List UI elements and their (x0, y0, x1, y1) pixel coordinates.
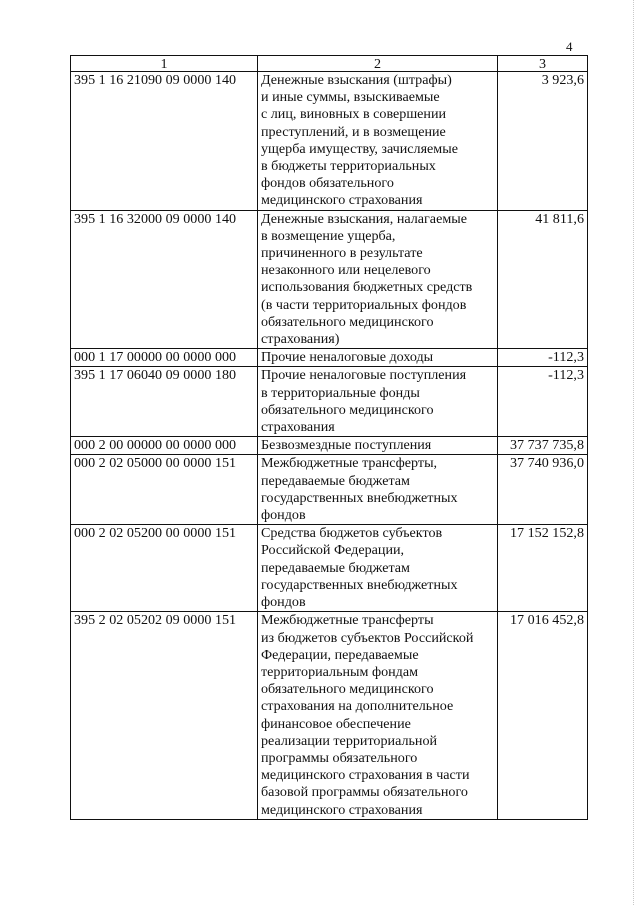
row-description: Безвозмездные поступления (258, 437, 498, 455)
row-code: 395 1 16 32000 09 0000 140 (71, 210, 258, 349)
row-description: Средства бюджетов субъектов Российской Федерации, передаваемые бюджетам государственных внебюджетных фондов (258, 525, 498, 612)
row-amount: -112,3 (498, 349, 588, 367)
budget-revenue-table (70, 55, 588, 820)
row-amount: 3 923,6 (498, 72, 588, 211)
row-description: Прочие неналоговые доходы (258, 349, 498, 367)
scan-edge-line (632, 0, 634, 905)
row-amount: -112,3 (498, 367, 588, 437)
column-header-code: 1 (71, 56, 258, 72)
row-code: 000 2 02 05000 00 0000 151 (71, 455, 258, 525)
table-row (71, 72, 588, 211)
table-row (71, 437, 588, 455)
table-row (71, 349, 588, 367)
table-row (71, 367, 588, 437)
row-amount: 17 016 452,8 (498, 612, 588, 819)
row-description: Прочие неналоговые поступления в территориальные фонды обязательного медицинского страхования (258, 367, 498, 437)
row-code: 395 2 02 05202 09 0000 151 (71, 612, 258, 819)
column-header-amount: 3 (498, 56, 588, 72)
row-code: 000 1 17 00000 00 0000 000 (71, 349, 258, 367)
table-row (71, 612, 588, 819)
row-code: 000 2 02 05200 00 0000 151 (71, 525, 258, 612)
table-header-row (71, 56, 588, 72)
row-description: Межбюджетные трансферты, передаваемые бюджетам государственных внебюджетных фондов (258, 455, 498, 525)
row-amount: 37 737 735,8 (498, 437, 588, 455)
row-code: 395 1 16 21090 09 0000 140 (71, 72, 258, 211)
row-description: Межбюджетные трансферты из бюджетов субъектов Российской Федерации, передаваемые территориальным фондам обязательного медицинского страхования на дополнительное финансовое обеспечение реализации территориальной программы обязательного медицинского страхования в части базовой программы обязательного медицинского страхования (258, 612, 498, 819)
row-code: 395 1 17 06040 09 0000 180 (71, 367, 258, 437)
column-header-description: 2 (258, 56, 498, 72)
row-amount: 17 152 152,8 (498, 525, 588, 612)
row-amount: 37 740 936,0 (498, 455, 588, 525)
table-row (71, 525, 588, 612)
page-number: 4 (566, 39, 573, 54)
table-row (71, 210, 588, 349)
table-row (71, 455, 588, 525)
row-description: Денежные взыскания (штрафы) и иные суммы, взыскиваемые с лиц, виновных в совершении преступлений, и в возмещение ущерба имуществу, зачисляемые в бюджеты территориальных фондов обязательного медицинского страхования (258, 72, 498, 211)
row-code: 000 2 00 00000 00 0000 000 (71, 437, 258, 455)
row-description: Денежные взыскания, налагаемые в возмещение ущерба, причиненного в результате незаконного или нецелевого использования бюджетных средств (в части территориальных фондов обязательного медицинского страхования) (258, 210, 498, 349)
row-amount: 41 811,6 (498, 210, 588, 349)
